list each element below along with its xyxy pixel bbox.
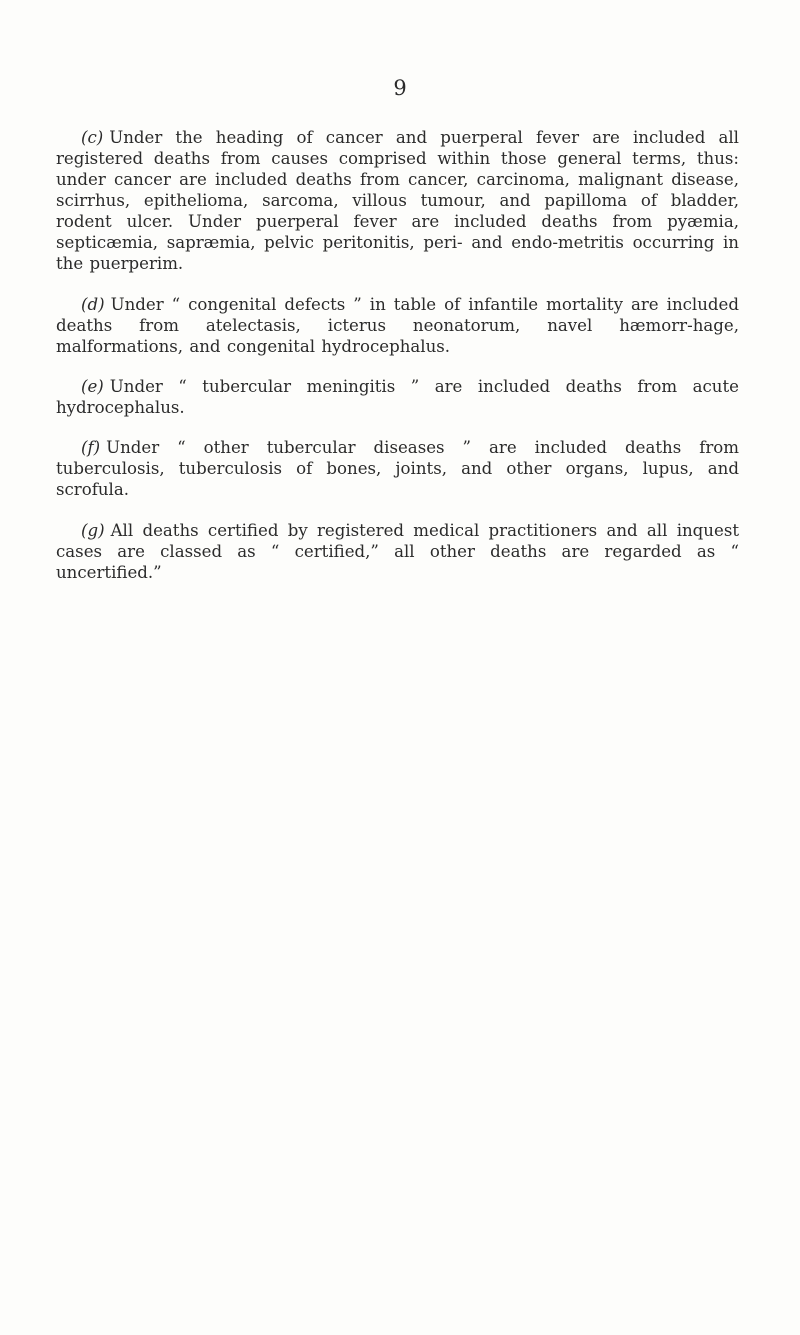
paragraph-text-c: Under the heading of cancer and puerperal fever are included all registered deaths from causes comprised within those general terms, thus: under cancer are included deaths from cancer, carcinoma, malignant disease, scirrhus, epithelioma, sarcoma, villous tumour, and papilloma of bladder, rodent ulcer. Under puerperal fever are included deaths from pyæmia, septicæmia, sapræmia, pelvic peritonitis, peri- and endo-metritis occurring in the puerperim. [56, 128, 739, 273]
paragraph-text-e: Under “ tubercular meningitis ” are included deaths from acute hydrocephalus. [56, 377, 739, 417]
page-body [56, 127, 739, 602]
paragraph-marker-d: (d) [81, 295, 105, 314]
paragraph-text-g: All deaths certified by registered medical practitioners and all inquest cases are classed as “ certified,” all other deaths are regarded as “ uncertified.” [56, 521, 739, 582]
paragraph-g [56, 520, 739, 583]
paragraph-text-f: Under “ other tubercular diseases ” are included deaths from tuberculosis, tuberculosis of bones, joints, and other organs, lupus, and scrofula. [56, 438, 739, 499]
paragraph-f [56, 437, 739, 500]
paragraph-e [56, 376, 739, 418]
paragraph-marker-c: (c) [81, 128, 104, 147]
paragraph-marker-f: (f) [81, 438, 101, 457]
paragraph-text-d: Under “ congenital defects ” in table of infantile mortality are included deaths from atelectasis, icterus neonatorum, navel hæmorr-hage, malformations, and congenital hydrocephalus. [56, 295, 739, 356]
paragraph-c [56, 127, 739, 274]
paragraph-marker-e: (e) [81, 377, 104, 396]
paragraph-d [56, 294, 739, 357]
paragraph-marker-g: (g) [81, 521, 105, 540]
page-number: 9 [393, 76, 407, 100]
